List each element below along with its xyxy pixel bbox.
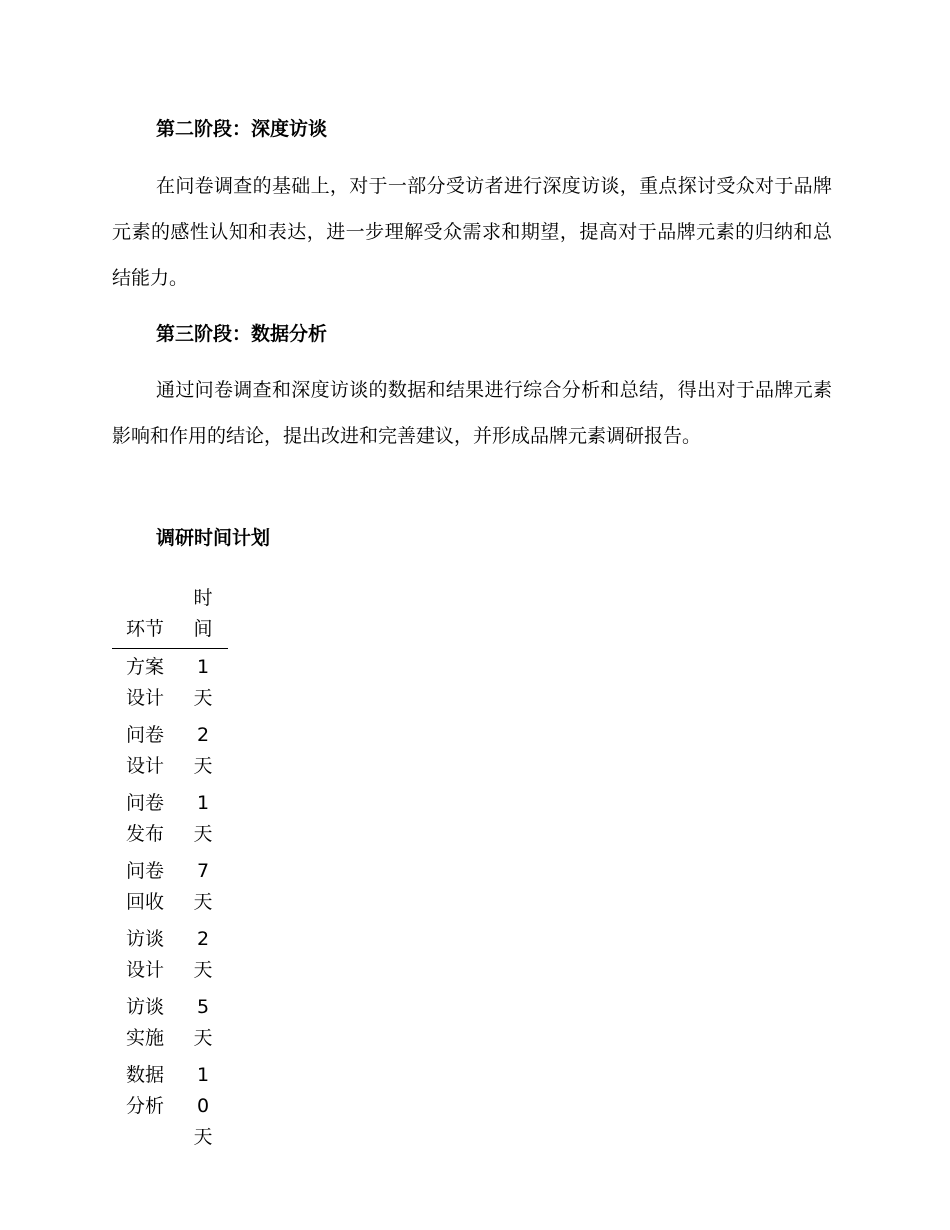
- stage-cell: 方案设计: [125, 656, 164, 709]
- section-heading-interview: 第二阶段：深度访谈: [156, 118, 328, 140]
- time-cell: 5天: [193, 996, 213, 1049]
- stage-cell: 问卷设计: [125, 724, 164, 777]
- stage-cell: 问卷发布: [125, 792, 164, 845]
- section-heading-analysis: 第三阶段：数据分析: [156, 323, 328, 345]
- time-cell: 7天: [193, 860, 213, 913]
- stage-cell: 数据分析: [125, 1064, 164, 1117]
- column-header-time: 时间: [178, 583, 228, 649]
- column-header-stage: 环节: [112, 583, 178, 649]
- table-row: [112, 989, 228, 1057]
- time-cell: 1天: [193, 656, 213, 709]
- table-row: [112, 921, 228, 989]
- schedule-heading: 调研时间计划: [156, 527, 271, 549]
- stage-cell: 访谈设计: [125, 928, 164, 981]
- schedule-header-row: [112, 583, 228, 649]
- time-cell: 10天: [193, 1064, 213, 1148]
- table-row: [112, 1057, 228, 1156]
- stage-cell: 访谈实施: [125, 996, 164, 1049]
- table-row: [112, 717, 228, 785]
- section-body-analysis: 通过问卷调查和深度访谈的数据和结果进行综合分析和总结，得出对于品牌元素影响和作用的结论，提出改进和完善建议，并形成品牌元素调研报告。: [112, 379, 832, 447]
- stage-cell: 问卷回收: [125, 860, 164, 913]
- table-row: [112, 785, 228, 853]
- time-cell: 1天: [193, 792, 213, 845]
- time-cell: 2天: [193, 724, 213, 777]
- section-body-interview: 在问卷调查的基础上，对于一部分受访者进行深度访谈，重点探讨受众对于品牌元素的感性认知和表达，进一步理解受众需求和期望，提高对于品牌元素的归纳和总结能力。: [112, 175, 832, 289]
- table-row: [112, 649, 228, 718]
- schedule-table: [112, 583, 228, 1156]
- time-cell: 2天: [193, 928, 213, 981]
- table-row: [112, 853, 228, 921]
